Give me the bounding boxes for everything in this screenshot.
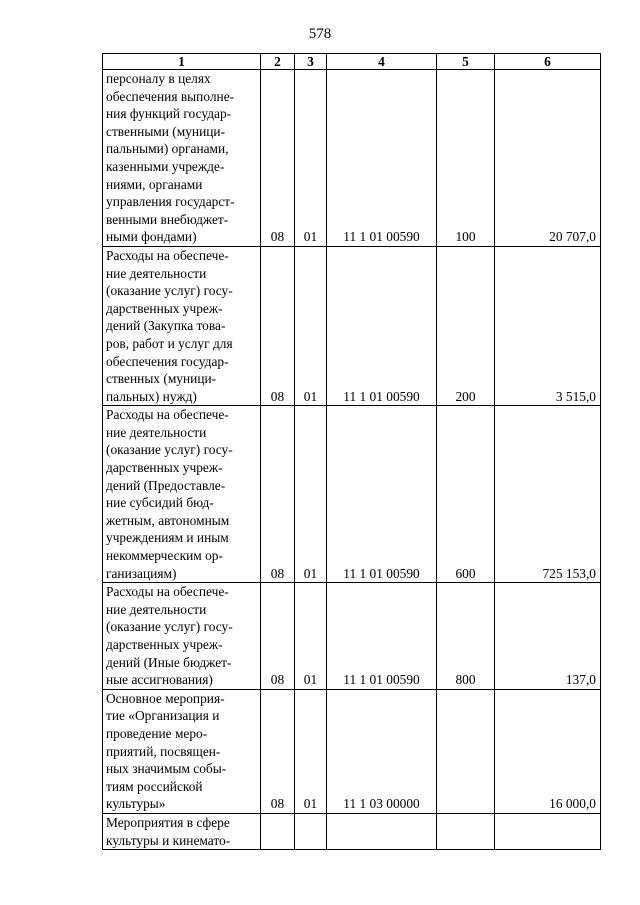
description-line: культуры и кинемато- [106, 832, 231, 848]
description-line: ных значимым собы- [106, 761, 227, 777]
description-line: дарственных учреж- [106, 300, 223, 316]
target-article-code: 11 1 01 00590 [327, 246, 437, 405]
description-line: дений (Иные бюджет- [106, 654, 232, 670]
section-code: 08 [261, 70, 295, 247]
description-line: дарственных учреж- [106, 637, 223, 652]
description-line: ние деятельности [106, 601, 207, 617]
description-line: ные ассигнования) [106, 672, 213, 688]
description-line: (оказание услуг) госу- [106, 442, 233, 458]
description-line: Расходы на обеспече- [106, 584, 229, 600]
description-line: некоммерческим ор- [106, 548, 223, 564]
description-line: персоналу в целях [106, 71, 211, 86]
table-row [103, 406, 601, 583]
row-description [103, 813, 261, 849]
description-line: (оказание услуг) госу- [106, 619, 233, 635]
table-row [103, 246, 601, 405]
description-line: (оказание услуг) госу- [106, 283, 233, 299]
amount: 137,0 [495, 583, 601, 690]
amount: 20 707,0 [495, 70, 601, 247]
description-line: ров, работ и услуг для [106, 335, 233, 351]
section-code: 08 [261, 246, 295, 405]
expense-type-code: 800 [437, 583, 495, 690]
description-line: казенными учрежде- [106, 158, 225, 174]
subsection-code: 01 [295, 70, 327, 247]
description-line: ние деятельности [106, 265, 207, 281]
row-description [103, 70, 261, 247]
description-line: венными внебюджет- [106, 211, 229, 227]
column-header-5: 5 [437, 54, 495, 70]
target-article-code: 11 1 01 00590 [327, 70, 437, 247]
description-line: пальных) нужд) [106, 388, 197, 404]
table-row [103, 583, 601, 690]
description-line: ния функций государ- [106, 106, 232, 122]
subsection-code: 01 [295, 689, 327, 813]
expense-type-code: 600 [437, 406, 495, 583]
row-description [103, 689, 261, 813]
description-line: дений (Предоставле- [106, 477, 226, 493]
page-number: 578 [308, 26, 332, 42]
table-body [103, 70, 601, 850]
description-line: Расходы на обеспече- [106, 407, 229, 423]
description-line: проведение меро- [106, 725, 208, 741]
description-line: управления государст- [106, 194, 235, 210]
expense-type-code [437, 689, 495, 813]
expense-type-code: 100 [437, 70, 495, 247]
column-header-2: 2 [261, 54, 295, 70]
header-row [103, 54, 601, 70]
budget-table [102, 53, 601, 850]
row-description [103, 246, 261, 405]
description-line: ственных (муници- [106, 371, 217, 387]
table-row [103, 813, 601, 849]
description-line: Основное мероприя- [106, 690, 225, 706]
target-article-code: 11 1 01 00590 [327, 583, 437, 690]
description-line: обеспечения выполне- [106, 88, 235, 104]
section-code: 08 [261, 406, 295, 583]
description-line: дений (Закупка това- [106, 318, 226, 334]
expense-type-code [437, 813, 495, 849]
description-line: учреждениям и иным [106, 530, 229, 546]
description-line: ными фондами) [106, 229, 197, 245]
description-line: Мероприятия в сфере [106, 814, 230, 830]
row-description [103, 583, 261, 690]
section-code [261, 813, 295, 849]
section-code: 08 [261, 689, 295, 813]
description-line: культуры» [106, 796, 166, 812]
subsection-code: 01 [295, 406, 327, 583]
amount: 16 000,0 [495, 689, 601, 813]
amount [495, 813, 601, 849]
description-line: ние субсидий бюд- [106, 495, 214, 511]
description-line: ние деятельности [106, 424, 207, 440]
table-row [103, 689, 601, 813]
description-line: дарственных учреж- [106, 460, 223, 476]
column-header-1: 1 [103, 54, 261, 70]
description-line: ганизациям) [106, 565, 177, 581]
target-article-code: 11 1 01 00590 [327, 406, 437, 583]
description-line: тие «Организация и [106, 708, 220, 724]
description-line: обеспечения государ- [106, 353, 229, 369]
target-article-code [327, 813, 437, 849]
description-line: ственными (муници- [106, 123, 226, 139]
description-line: жетным, автономным [106, 512, 230, 528]
expense-type-code: 200 [437, 246, 495, 405]
column-header-4: 4 [327, 54, 437, 70]
row-description [103, 406, 261, 583]
amount: 725 153,0 [495, 406, 601, 583]
description-line: приятий, посвящен- [106, 743, 221, 759]
description-line: ниями, органами [106, 176, 203, 192]
column-header-6: 6 [495, 54, 601, 70]
description-line: тиям российской [106, 778, 203, 794]
description-line: Расходы на обеспече- [106, 247, 229, 263]
subsection-code [295, 813, 327, 849]
description-line: пальными) органами, [106, 141, 229, 157]
subsection-code: 01 [295, 246, 327, 405]
column-header-3: 3 [295, 54, 327, 70]
subsection-code: 01 [295, 583, 327, 690]
section-code: 08 [261, 583, 295, 690]
target-article-code: 11 1 03 00000 [327, 689, 437, 813]
table-row [103, 70, 601, 247]
amount: 3 515,0 [495, 246, 601, 405]
